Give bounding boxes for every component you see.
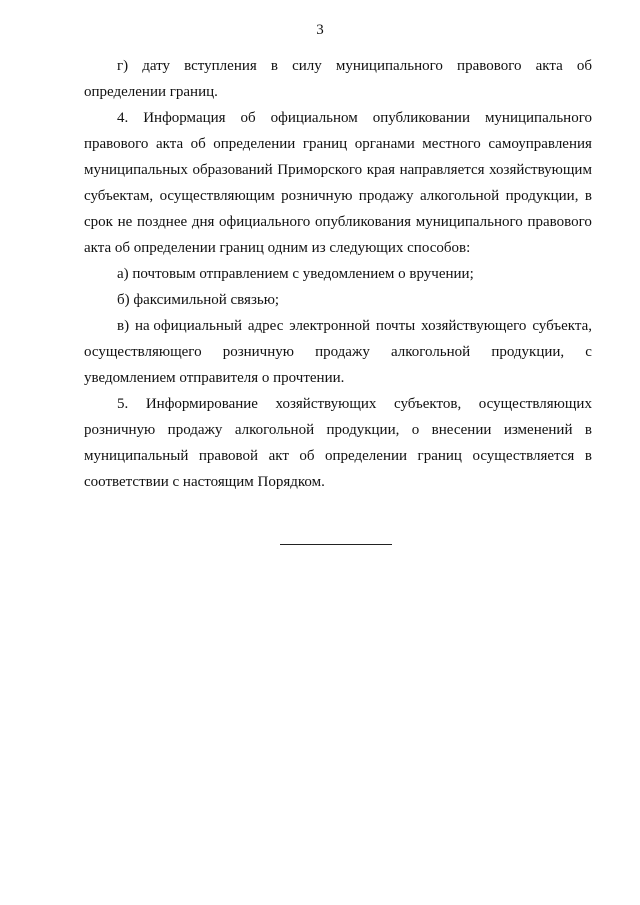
word: дату — [142, 58, 171, 74]
item-4-line-3 — [84, 160, 592, 180]
item-5-line-2 — [84, 420, 592, 440]
option-a: а) почтовым отправлением с уведомлением о вручении; — [117, 266, 474, 282]
word: в) — [117, 318, 130, 334]
word: с — [585, 344, 592, 360]
word: вступления — [184, 58, 257, 74]
word: г) — [117, 58, 129, 74]
word: правового — [84, 136, 149, 152]
word: не — [117, 214, 133, 230]
word: осуществляющих — [478, 396, 592, 412]
word: продукции, — [505, 188, 579, 204]
word: субъекта, — [532, 318, 592, 334]
item-5-line-3 — [84, 446, 592, 466]
word: продажу — [358, 188, 414, 204]
item-4-line-5 — [84, 212, 592, 232]
word: адрес — [247, 318, 284, 334]
word: правового — [527, 214, 592, 230]
word: 5. — [117, 396, 129, 412]
word: границ — [302, 136, 348, 152]
closing-rule — [280, 544, 392, 545]
option-v-line-1 — [117, 316, 592, 336]
word: продажу — [315, 344, 370, 360]
word: хозяйствующим — [489, 162, 592, 178]
word: об — [576, 58, 592, 74]
word: о — [411, 422, 420, 438]
option-v-line-3: уведомлением отправителя о прочтении. — [84, 370, 345, 386]
word: образований — [192, 162, 273, 178]
word: правового — [457, 58, 522, 74]
word: официальном — [270, 110, 358, 126]
word: дня — [191, 214, 215, 230]
word: срок — [84, 214, 113, 230]
word: силу — [292, 58, 322, 74]
item-4-line-1 — [117, 108, 592, 128]
word: муниципальный — [84, 448, 189, 464]
word: изменений — [503, 422, 573, 438]
word: муниципального — [335, 58, 443, 74]
word: осуществляющим — [159, 188, 275, 204]
word: в — [584, 448, 592, 464]
word: опубликовании — [372, 110, 470, 126]
item-4-line-4 — [84, 186, 592, 206]
word: в — [584, 188, 592, 204]
word: акта — [155, 136, 184, 152]
word: границ — [417, 448, 462, 464]
word: муниципального — [415, 214, 523, 230]
word: розничную — [84, 422, 156, 438]
word: субъектов, — [393, 396, 462, 412]
word: внесении — [431, 422, 492, 438]
word: Информация — [143, 110, 226, 126]
word: об — [299, 448, 315, 464]
word: муниципального — [484, 110, 592, 126]
word: акта — [535, 58, 563, 74]
item-5-line-1 — [117, 394, 592, 414]
word: об — [190, 136, 206, 152]
word: правовой — [198, 448, 259, 464]
word: края — [366, 162, 396, 178]
word: осуществляющего — [84, 344, 202, 360]
word: алкогольной — [234, 422, 315, 438]
word: официального — [219, 214, 311, 230]
word: самоуправления — [488, 136, 592, 152]
word: алкогольной — [390, 344, 471, 360]
word: позднее — [136, 214, 188, 230]
option-v-line-2 — [84, 342, 592, 362]
word: определении — [213, 136, 296, 152]
word: хозяйствующих — [275, 396, 377, 412]
word: почты — [375, 318, 416, 334]
word: Приморского — [277, 162, 363, 178]
word: Информирование — [145, 396, 258, 412]
word: продукции, — [491, 344, 565, 360]
word: в — [584, 422, 592, 438]
word: органами — [354, 136, 415, 152]
word: алкогольной — [419, 188, 500, 204]
word: продукции, — [326, 422, 400, 438]
word: опубликования — [314, 214, 412, 230]
word: хозяйствующего — [421, 318, 527, 334]
item-g-line-1 — [117, 56, 592, 76]
word: продажу — [167, 422, 223, 438]
item-4-line-6: акта об определении границ одним из следующих способов: — [84, 240, 471, 256]
word: субъектам, — [84, 188, 154, 204]
word: розничную — [281, 188, 353, 204]
word: розничную — [222, 344, 294, 360]
word: акт — [268, 448, 289, 464]
word: местного — [422, 136, 481, 152]
word: об — [240, 110, 256, 126]
option-b: б) факсимильной связью; — [117, 292, 280, 308]
item-4-line-2 — [84, 134, 592, 154]
word: в — [270, 58, 278, 74]
word: направляется — [399, 162, 485, 178]
item-g-line-2: определении границ. — [84, 84, 218, 100]
item-5-line-4: соответствии с настоящим Порядком. — [84, 474, 325, 490]
word: 4. — [117, 110, 129, 126]
word: на официальный — [134, 318, 242, 334]
word: муниципальных — [84, 162, 188, 178]
word: осуществляется — [472, 448, 575, 464]
page-number: 3 — [316, 22, 324, 38]
word: определении — [325, 448, 408, 464]
word: электронной — [289, 318, 371, 334]
